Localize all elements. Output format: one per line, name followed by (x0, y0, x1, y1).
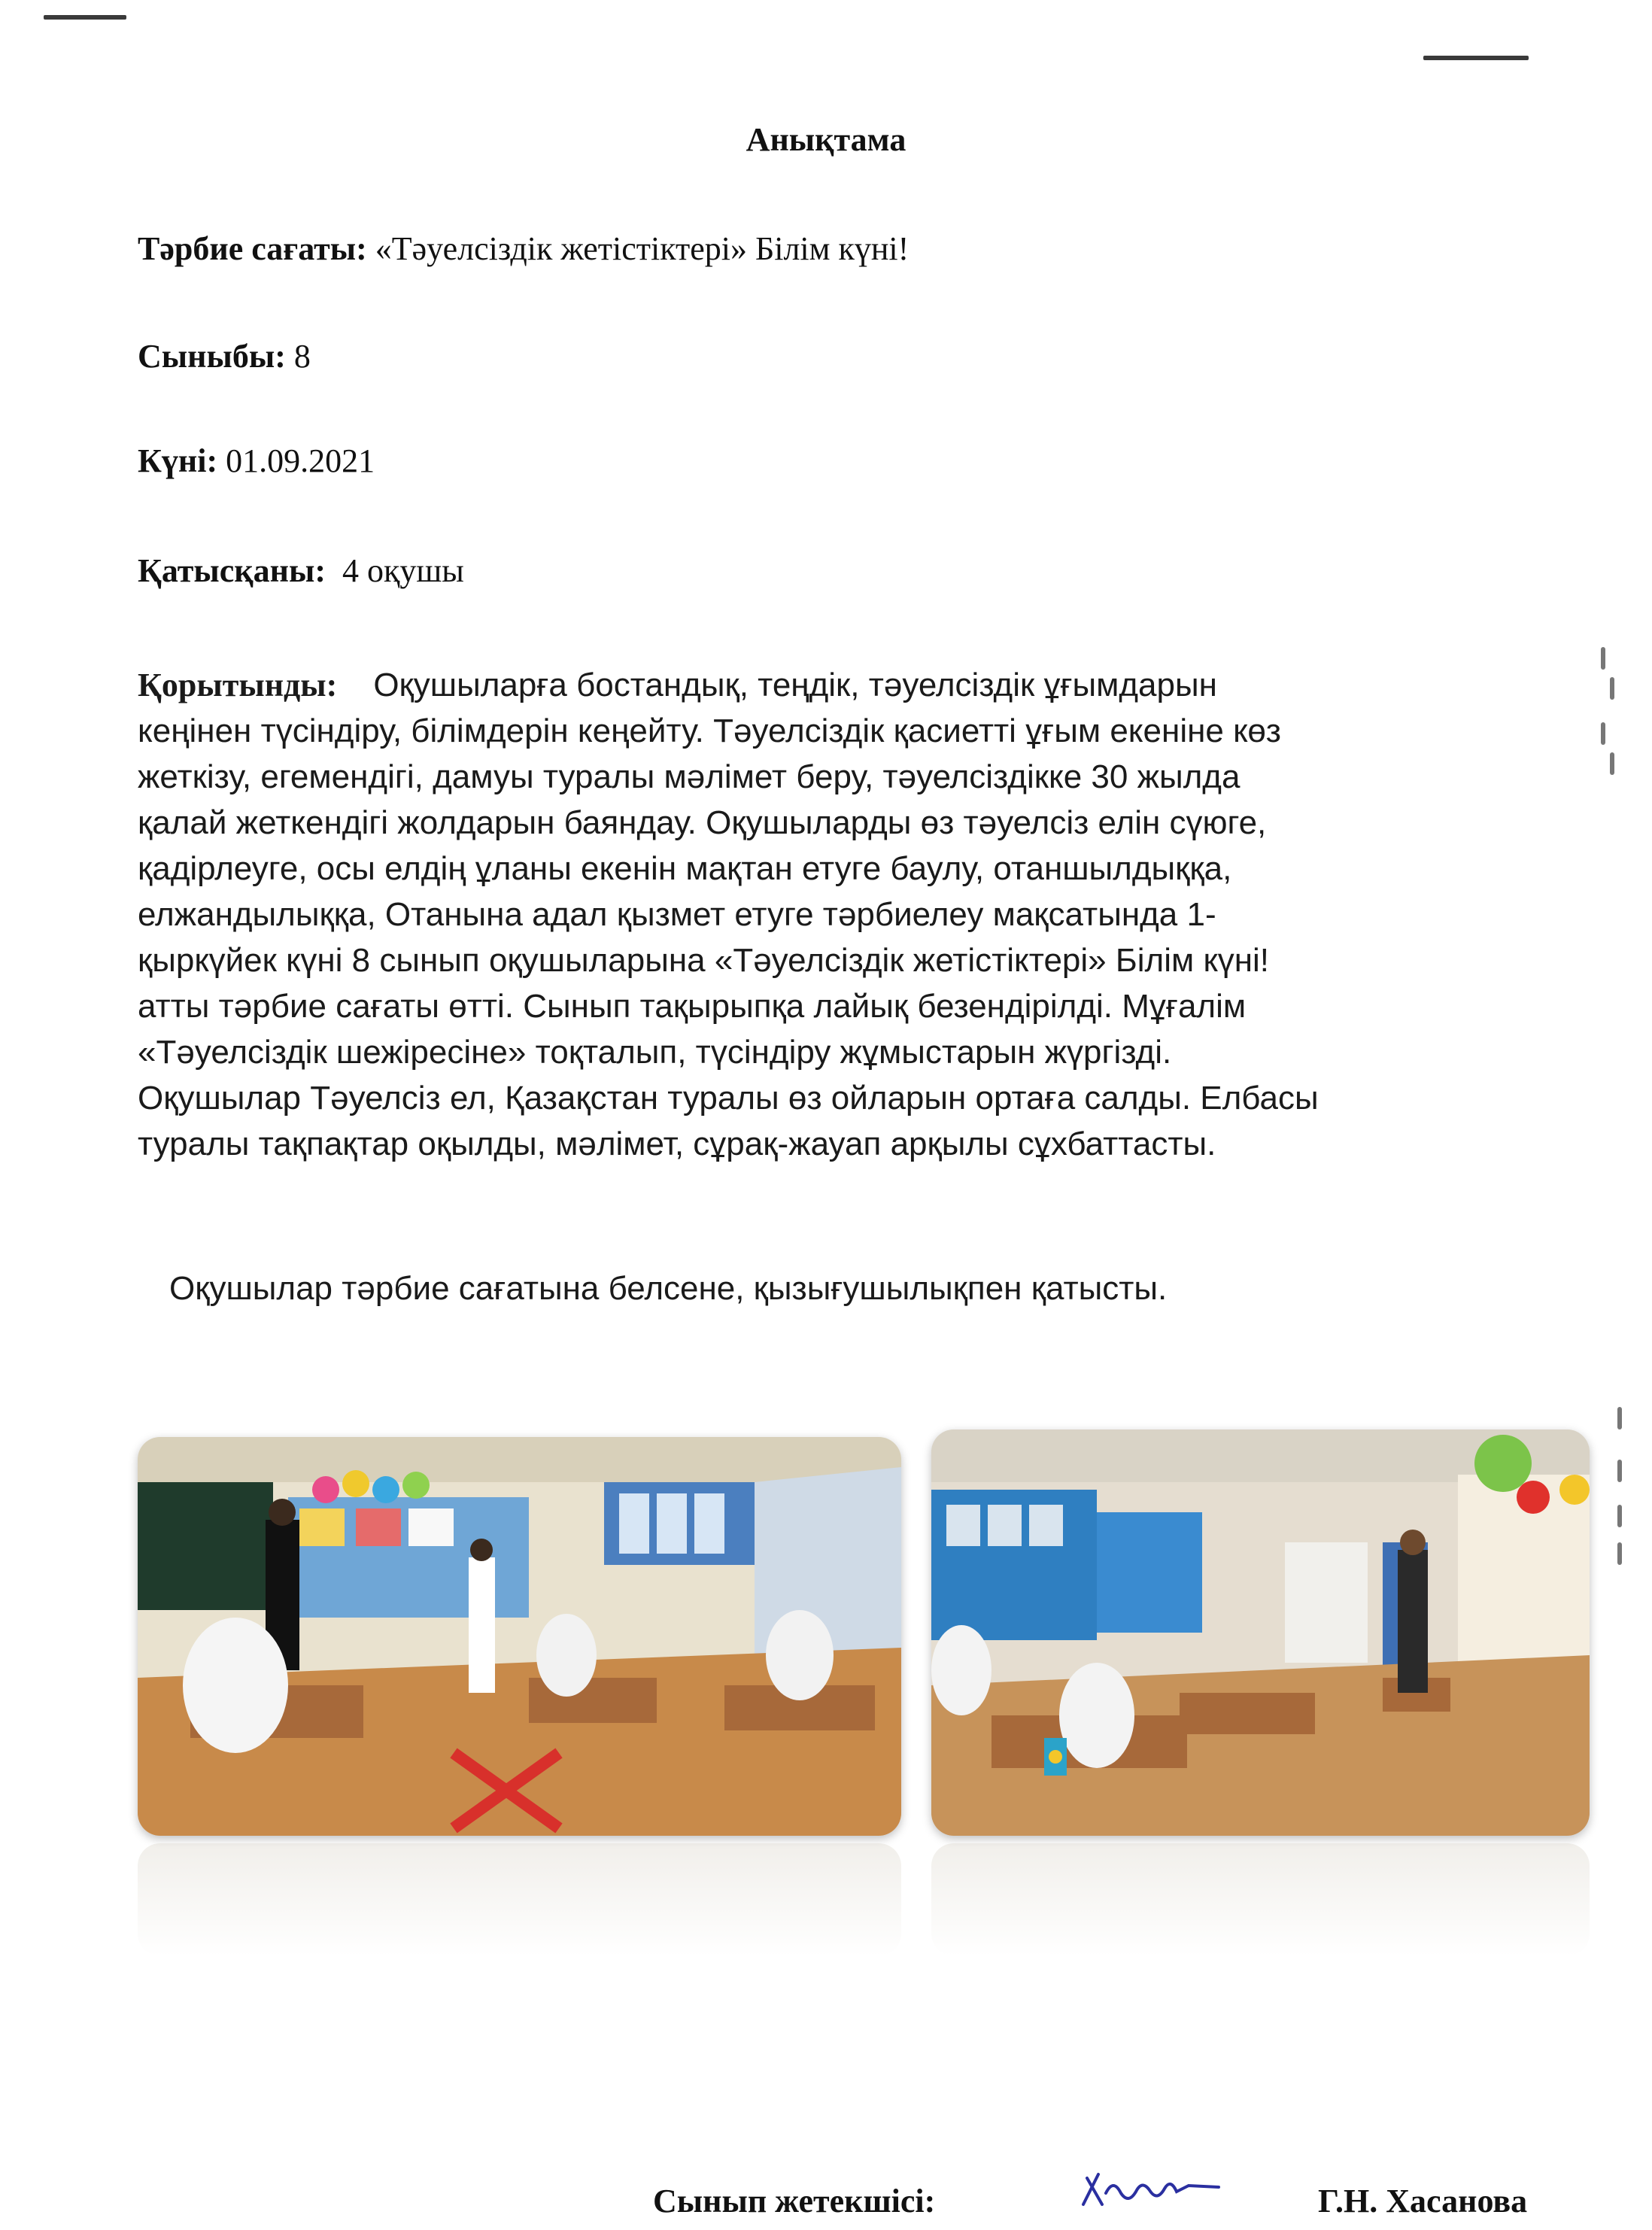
staple-mark (1617, 1460, 1622, 1482)
text-line: «Тәуелсіздік шежіресіне» тоқталып, түсіндіру жұмыстарын жүргізді. (138, 1034, 1172, 1071)
handwritten-signature (1076, 2163, 1241, 2219)
text-line: туралы тақпақтар оқылды, мәлімет, сұрақ-жауап арқылы сұхбаттасты. (138, 1126, 1216, 1162)
field-label: Сыныбы: (138, 338, 286, 375)
staple-mark (1601, 722, 1605, 745)
classroom-photo-left (138, 1437, 901, 1836)
staple-mark (1617, 1407, 1622, 1429)
scan-mark (44, 15, 126, 20)
field-value: 8 (293, 338, 311, 375)
text-line: Қорытынды: Оқушыларға бостандық, теңдік, тәуелсіздік ұғымдарын (138, 667, 1217, 703)
field-label: Күні: (138, 442, 218, 479)
footer-name: Г.Н. Хасанова (1318, 2183, 1528, 2219)
document-title: Анықтама (746, 121, 906, 158)
text-line: қалай жеткендігі жолдарын баяндау. Оқушыларды өз тәуелсіз елін сүюге, (138, 804, 1267, 841)
summary-paragraph: Оқушылар тәрбие сағатына белсене, қызығушылықпен қатысты. (169, 1270, 1168, 1307)
footer-role: Сынып жетекшісі: (653, 2183, 936, 2219)
photo-reflection (138, 1843, 901, 1956)
field-value: «Тәуелсіздік жетістіктері» Білім күні! (375, 230, 910, 267)
classroom-photo-right (931, 1429, 1590, 1836)
conclusion-label: Қорытынды: (138, 667, 338, 703)
text-line: қадірлеуге, осы елдің ұланы екенін мақтан етуге баулу, отаншылдыққа, (138, 850, 1232, 887)
text-line: Оқушылар Тәуелсіз ел, Қазақстан туралы өз ойларын ортаға салды. Елбасы (138, 1080, 1319, 1117)
text-line: жеткізу, егемендігі, дамуы туралы мәлімет беру, тәуелсіздікке 30 жылда (138, 758, 1241, 795)
text-line: атты тәрбие сағаты өтті. Сынып тақырыпқа лайық безендірілді. Мұғалім (138, 988, 1247, 1025)
staple-mark (1617, 1542, 1622, 1565)
field-class (138, 337, 311, 377)
staple-mark (1601, 647, 1605, 670)
field-value: 01.09.2021 (226, 442, 375, 479)
field-value: 4 оқушы (342, 552, 464, 589)
field-label: Тәрбие сағаты: (138, 230, 367, 267)
field-event (138, 229, 909, 269)
staple-mark (1617, 1505, 1622, 1527)
field-date (138, 442, 375, 482)
photo-reflection (931, 1843, 1590, 1956)
signature-image (1076, 2163, 1241, 2216)
text-line: кеңінен түсіндіру, білімдерін кеңейту. Тәуелсіздік қасиетті ұғым екеніне көз (138, 712, 1281, 749)
conclusion-paragraph (138, 662, 1522, 1167)
field-label: Қатысқаны: (138, 552, 326, 589)
field-attended (138, 551, 464, 591)
text-line: елжандылыққа, Отанына адал қызмет етуге тәрбиелеу мақсатында 1- (138, 896, 1216, 933)
text-line: қыркүйек күні 8 сынып оқушыларына «Тәуелсіздік жетістіктері» Білім күні! (138, 942, 1269, 979)
staple-mark (1610, 752, 1614, 775)
scan-mark (1423, 56, 1529, 60)
staple-mark (1610, 677, 1614, 700)
